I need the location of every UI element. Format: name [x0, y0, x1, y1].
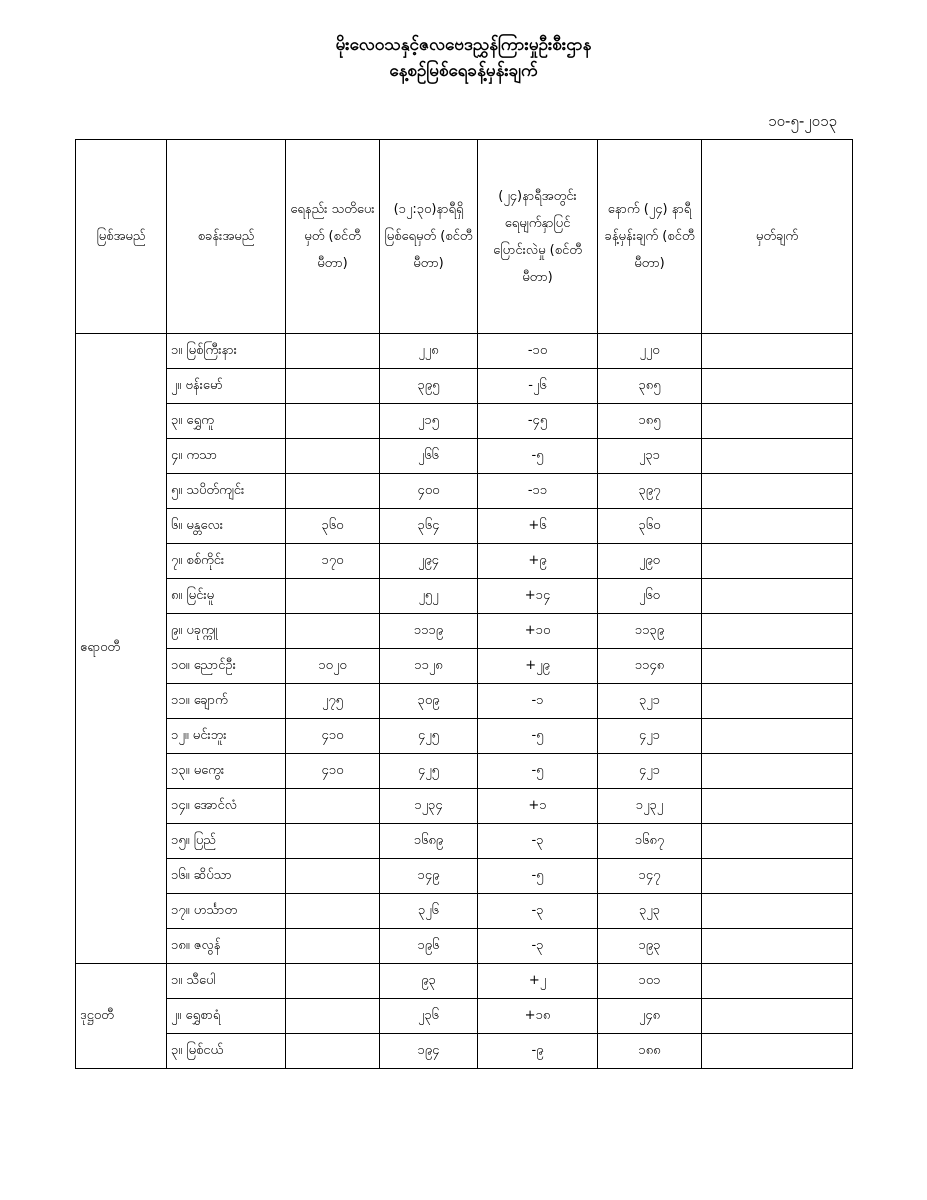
- change-cell: +၉: [478, 544, 598, 579]
- station-cell: ၁၃။ မကွေး: [167, 754, 286, 789]
- station-cell: ၁၆။ ဆိပ်သာ: [167, 859, 286, 894]
- report-date: ၁၀-၅-၂၀၁၃: [768, 112, 837, 130]
- forecast-cell: ၁၆၈၇: [598, 824, 702, 859]
- level-cell: ၃၀၉: [380, 684, 478, 719]
- level-cell: ၂၂၈: [380, 334, 478, 369]
- remark-cell: [702, 579, 853, 614]
- change-cell: -၉: [478, 1034, 598, 1069]
- level-cell: ၃၂၆: [380, 894, 478, 929]
- level-cell: ၂၁၅: [380, 404, 478, 439]
- river-name-cell: ဒုဋ္ဌဝတီ: [76, 964, 167, 1069]
- danger-cell: [286, 614, 380, 649]
- station-cell: ၇။ စစ်ကိုင်း: [167, 544, 286, 579]
- table-row: [76, 439, 853, 474]
- danger-cell: [286, 929, 380, 964]
- header-station: စခန်းအမည်: [167, 140, 286, 334]
- station-cell: ၃။ မြစ်ငယ်: [167, 1034, 286, 1069]
- forecast-cell: ၃၈၅: [598, 369, 702, 404]
- forecast-cell: ၁၄၇: [598, 859, 702, 894]
- header-change: (၂၄)နာရီအတွင်း ရေမျက်နှာပြင် ပြောင်းလဲမှု (စင်တီမီတာ): [478, 140, 598, 334]
- danger-cell: [286, 824, 380, 859]
- change-cell: -၄၅: [478, 404, 598, 439]
- change-cell: +၁၄: [478, 579, 598, 614]
- department-title: မိုးလေဝသနှင့်ဇလဗေဒညွှန်ကြားမှုဦးစီးဌာန: [335, 35, 592, 55]
- remark-cell: [702, 614, 853, 649]
- remark-cell: [702, 719, 853, 754]
- forecast-cell: ၁၁၄၈: [598, 649, 702, 684]
- change-cell: -၃: [478, 894, 598, 929]
- forecast-cell: ၃၂၃: [598, 894, 702, 929]
- table-row: [76, 544, 853, 579]
- remark-cell: [702, 824, 853, 859]
- station-cell: ၁။ သီပေါ: [167, 964, 286, 999]
- remark-cell: [702, 649, 853, 684]
- forecast-cell: ၄၂၁: [598, 754, 702, 789]
- station-cell: ၂။ ရွှေစာရံ: [167, 999, 286, 1034]
- header-level: (၁၂:၃၀)နာရီရှိ မြစ်ရေမှတ် (စင်တီမီတာ): [380, 140, 478, 334]
- change-cell: +၁၀: [478, 614, 598, 649]
- level-cell: ၁၉၆: [380, 929, 478, 964]
- forecast-cell: ၁၁၃၉: [598, 614, 702, 649]
- remark-cell: [702, 369, 853, 404]
- table-body: [76, 334, 853, 1069]
- forecast-cell: ၂၆၀: [598, 579, 702, 614]
- table-row: [76, 334, 853, 369]
- forecast-cell: ၂၄၈: [598, 999, 702, 1034]
- danger-cell: [286, 579, 380, 614]
- remark-cell: [702, 474, 853, 509]
- level-cell: ၁၁၂၈: [380, 649, 478, 684]
- report-title: နေ့စဉ်မြစ်ရေခန့်မှန်းချက်: [389, 61, 538, 81]
- remark-cell: [702, 439, 853, 474]
- remark-cell: [702, 684, 853, 719]
- station-cell: ၁၈။ ဇလွန်: [167, 929, 286, 964]
- table-row: [76, 614, 853, 649]
- table-row: [76, 789, 853, 824]
- remark-cell: [702, 929, 853, 964]
- table-row: [76, 824, 853, 859]
- station-cell: ၄။ ကသာ: [167, 439, 286, 474]
- forecast-cell: ၂၉၀: [598, 544, 702, 579]
- level-cell: ၄၂၅: [380, 754, 478, 789]
- level-cell: ၄၂၅: [380, 719, 478, 754]
- change-cell: -၅: [478, 859, 598, 894]
- change-cell: -၁၀: [478, 334, 598, 369]
- table-row: [76, 999, 853, 1034]
- station-cell: ၁၁။ ချောက်: [167, 684, 286, 719]
- level-cell: ၁၉၄: [380, 1034, 478, 1069]
- change-cell: +၁: [478, 789, 598, 824]
- level-cell: ၁၄၉: [380, 859, 478, 894]
- header-forecast: နောက် (၂၄) နာရီ ခန့်မှန်းချက် (စင်တီမီတာ): [598, 140, 702, 334]
- table-row: [76, 404, 853, 439]
- forecast-cell: ၄၂၁: [598, 719, 702, 754]
- station-cell: ၅။ သပိတ်ကျင်း: [167, 474, 286, 509]
- danger-cell: [286, 859, 380, 894]
- remark-cell: [702, 859, 853, 894]
- change-cell: +၂: [478, 964, 598, 999]
- table-row: [76, 859, 853, 894]
- remark-cell: [702, 964, 853, 999]
- remark-cell: [702, 789, 853, 824]
- station-cell: ၈။ မြင်းမူ: [167, 579, 286, 614]
- change-cell: +၂၉: [478, 649, 598, 684]
- table-row: [76, 474, 853, 509]
- header-river: မြစ်အမည်: [76, 140, 167, 334]
- change-cell: -၃: [478, 929, 598, 964]
- river-name-cell: ဧရာဝတီ: [76, 334, 167, 964]
- table-row: [76, 964, 853, 999]
- table-row: [76, 369, 853, 404]
- station-cell: ၁၄။ အောင်လံ: [167, 789, 286, 824]
- danger-cell: [286, 894, 380, 929]
- forecast-cell: ၂၂၀: [598, 334, 702, 369]
- remark-cell: [702, 334, 853, 369]
- level-cell: ၁၁၁၉: [380, 614, 478, 649]
- danger-cell: [286, 474, 380, 509]
- change-cell: -၂၆: [478, 369, 598, 404]
- danger-cell: ၄၁၀: [286, 719, 380, 754]
- forecast-cell: ၁၈၈: [598, 1034, 702, 1069]
- level-cell: ၂၃၆: [380, 999, 478, 1034]
- station-cell: ၁။ မြစ်ကြီးနား: [167, 334, 286, 369]
- table-row: [76, 894, 853, 929]
- danger-cell: [286, 964, 380, 999]
- danger-cell: ၁၇၀: [286, 544, 380, 579]
- header-danger: ရေနည်း သတိပေးမှတ် (စင်တီမီတာ): [286, 140, 380, 334]
- header-remark: မှတ်ချက်: [702, 140, 853, 334]
- table-row: [76, 1034, 853, 1069]
- remark-cell: [702, 1034, 853, 1069]
- remark-cell: [702, 509, 853, 544]
- remark-cell: [702, 544, 853, 579]
- change-cell: -၅: [478, 754, 598, 789]
- table-row: [76, 649, 853, 684]
- table-row: [76, 719, 853, 754]
- forecast-cell: ၁၂၃၂: [598, 789, 702, 824]
- danger-cell: ၄၁၀: [286, 754, 380, 789]
- document-header: [0, 32, 927, 84]
- level-cell: ၉၃: [380, 964, 478, 999]
- danger-cell: ၁၀၂၀: [286, 649, 380, 684]
- level-cell: ၁၂၃၄: [380, 789, 478, 824]
- danger-cell: [286, 404, 380, 439]
- level-cell: ၄၀၀: [380, 474, 478, 509]
- table-row: [76, 929, 853, 964]
- forecast-cell: ၃၆၀: [598, 509, 702, 544]
- station-cell: ၆။ မန္တလေး: [167, 509, 286, 544]
- forecast-cell: ၂၃၁: [598, 439, 702, 474]
- forecast-cell: ၃၂၁: [598, 684, 702, 719]
- danger-cell: [286, 1034, 380, 1069]
- change-cell: -၁၁: [478, 474, 598, 509]
- station-cell: ၁၀။ ညောင်ဦး: [167, 649, 286, 684]
- table-row: [76, 684, 853, 719]
- level-cell: ၃၆၄: [380, 509, 478, 544]
- change-cell: -၁: [478, 684, 598, 719]
- change-cell: +၁၈: [478, 999, 598, 1034]
- change-cell: -၃: [478, 824, 598, 859]
- remark-cell: [702, 404, 853, 439]
- change-cell: -၅: [478, 719, 598, 754]
- remark-cell: [702, 894, 853, 929]
- station-cell: ၉။ ပခုက္ကူ: [167, 614, 286, 649]
- danger-cell: [286, 789, 380, 824]
- forecast-cell: ၁၀၁: [598, 964, 702, 999]
- change-cell: +၆: [478, 509, 598, 544]
- station-cell: ၁၅။ ပြည်: [167, 824, 286, 859]
- table-header-row: [76, 140, 853, 334]
- danger-cell: ၂၇၅: [286, 684, 380, 719]
- river-level-table: [75, 139, 853, 1069]
- station-cell: ၁၇။ ဟင်္သာတ: [167, 894, 286, 929]
- level-cell: ၃၉၅: [380, 369, 478, 404]
- change-cell: -၅: [478, 439, 598, 474]
- table-row: [76, 509, 853, 544]
- forecast-cell: ၁၈၅: [598, 404, 702, 439]
- level-cell: ၂၆၆: [380, 439, 478, 474]
- level-cell: ၂၉၄: [380, 544, 478, 579]
- danger-cell: [286, 999, 380, 1034]
- danger-cell: [286, 334, 380, 369]
- danger-cell: [286, 369, 380, 404]
- level-cell: ၂၅၂: [380, 579, 478, 614]
- station-cell: ၁၂။ မင်းဘူး: [167, 719, 286, 754]
- forecast-cell: ၃၉၇: [598, 474, 702, 509]
- station-cell: ၃။ ရွှေကူ: [167, 404, 286, 439]
- table-row: [76, 754, 853, 789]
- remark-cell: [702, 754, 853, 789]
- danger-cell: ၃၆၀: [286, 509, 380, 544]
- danger-cell: [286, 439, 380, 474]
- level-cell: ၁၆၈၉: [380, 824, 478, 859]
- station-cell: ၂။ ဗန်းမော်: [167, 369, 286, 404]
- forecast-cell: ၁၉၃: [598, 929, 702, 964]
- table-row: [76, 579, 853, 614]
- remark-cell: [702, 999, 853, 1034]
